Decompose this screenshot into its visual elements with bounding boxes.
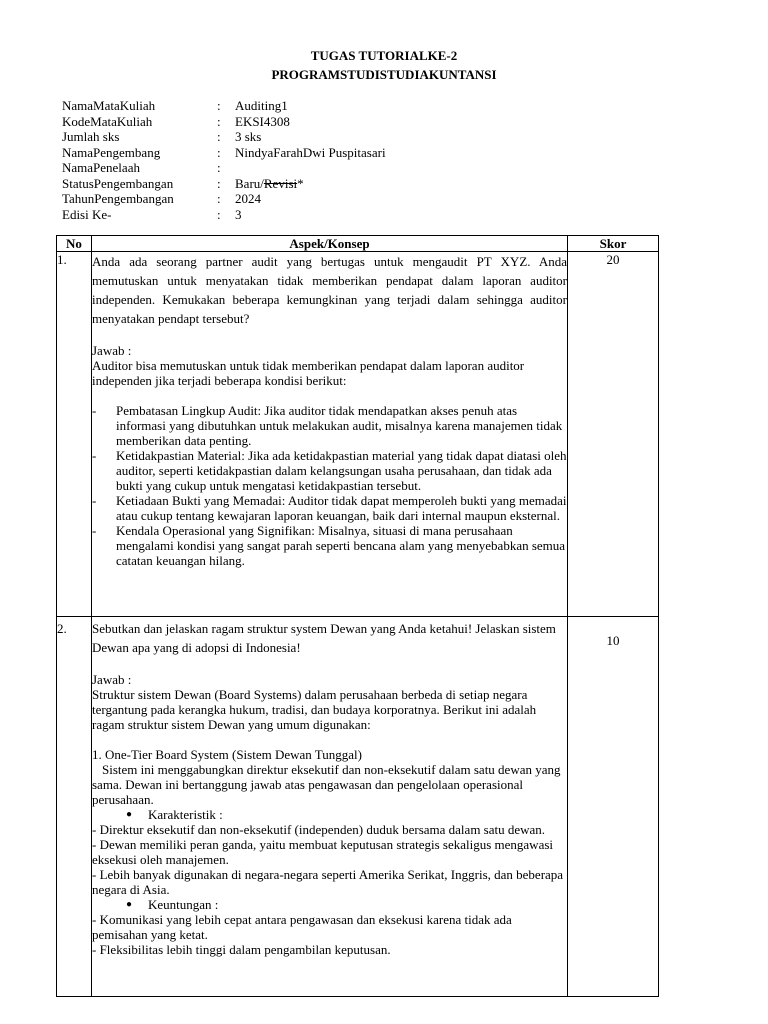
- table-row: [57, 617, 659, 997]
- meta-label: StatusPengembangan: [62, 175, 174, 191]
- meta-value: 3: [235, 206, 242, 222]
- meta-row-reviewer: [62, 160, 662, 176]
- answer-intro: Auditor bisa memutuskan untuk tidak memberikan pendapat dalam laporan auditor independen jika terjadi beberapa kondisi berikut:: [92, 358, 525, 388]
- document-subtitle: PROGRAMSTUDISTUDIAKUNTANSI: [271, 67, 497, 82]
- meta-label: TahunPengembangan: [62, 191, 174, 206]
- answer-label: Jawab :: [92, 343, 132, 358]
- list-item: - Direktur eksekutif dan non-eksekutif (independen) duduk bersama dalam satu dewan.: [92, 822, 546, 837]
- header-no: No: [57, 236, 92, 252]
- meta-label: Edisi Ke-: [62, 206, 112, 222]
- row-number: 1.: [57, 252, 92, 617]
- meta-row-developer: [62, 145, 662, 161]
- list-item: - Komunikasi yang lebih cepat antara pengawasan dan eksekusi karena tidak ada pemisahan yang ketat.: [92, 912, 512, 942]
- karakteristik-label: Karakteristik :: [148, 807, 223, 822]
- meta-row-course-code: [62, 114, 662, 130]
- meta-colon: :: [217, 113, 221, 129]
- bullet-icon: ●: [126, 809, 133, 820]
- list-item: [92, 807, 567, 822]
- assignment-table: [56, 235, 659, 997]
- row-content: [92, 252, 568, 617]
- status-asterisk: *: [297, 175, 304, 191]
- list-item: [92, 493, 567, 523]
- status-revision-struck: Revisi: [263, 175, 298, 191]
- meta-label: NamaPengembang: [62, 144, 161, 160]
- list-item-text: Ketidakpastian Material: Jika ada ketidakpastian material yang tidak dapat diatasi oleh auditor, seperti ketidakpastian dalam kelangsungan usaha perusahaan, dan tidak ada bukti yang cukup untuk mengatasi ketidakpastian tersebut.: [116, 448, 567, 493]
- list-item: [92, 448, 567, 493]
- dash-marker: -: [92, 493, 97, 508]
- list-item: [92, 523, 567, 568]
- row-number: 2.: [57, 617, 92, 997]
- meta-value: EKSI4308: [235, 113, 290, 129]
- list-item: - Fleksibilitas lebih tinggi dalam pengambilan keputusan.: [92, 942, 391, 957]
- dash-marker: -: [92, 403, 97, 418]
- section-title: 1. One-Tier Board System (Sistem Dewan Tunggal): [92, 747, 362, 762]
- status-new: Baru/: [235, 175, 264, 191]
- meta-colon: :: [217, 144, 221, 160]
- list-item: [92, 897, 567, 912]
- row-score: 10: [568, 617, 659, 997]
- answer-label: Jawab :: [92, 672, 132, 687]
- row-content: [92, 617, 568, 997]
- table-row: [57, 252, 659, 617]
- meta-row-course-name: [62, 98, 662, 114]
- meta-colon: :: [217, 98, 221, 113]
- meta-colon: :: [217, 129, 221, 144]
- meta-value: NindyaFarahDwi Puspitasari: [235, 144, 386, 160]
- course-info: [62, 98, 662, 222]
- meta-value: Auditing1: [235, 98, 288, 113]
- dash-marker: -: [92, 448, 97, 463]
- header-skor: Skor: [568, 236, 659, 252]
- meta-colon: :: [217, 160, 221, 175]
- answer-intro: Struktur sistem Dewan (Board Systems) dalam perusahaan berbeda di setiap negara tergantung pada kerangka hukum, tradisi, dan budaya korporatnya. Berikut ini adalah ragam struktur sistem Dewan yang umum digunakan:: [92, 687, 537, 732]
- bullet-icon: ●: [126, 899, 133, 910]
- meta-colon: :: [217, 191, 221, 206]
- meta-colon: :: [217, 175, 221, 191]
- meta-label: NamaMataKuliah: [62, 98, 156, 113]
- header-aspek: Aspek/Konsep: [92, 236, 568, 252]
- list-item-text: Ketiadaan Bukti yang Memadai: Auditor tidak dapat memperoleh bukti yang memadai atau cukup tentang kewajaran laporan keuangan, baik dari internal maupun eksternal.: [116, 493, 567, 523]
- meta-value: 3 sks: [235, 129, 262, 144]
- list-item: [92, 403, 567, 448]
- question-text: Sebutkan dan jelaskan ragam struktur system Dewan yang Anda ketahui! Jelaskan sistem Dewan apa yang di adopsi di Indonesia!: [92, 621, 556, 655]
- meta-row-year: [62, 191, 662, 207]
- document-title: TUGAS TUTORIALKE-2: [310, 48, 458, 63]
- meta-label: KodeMataKuliah: [62, 113, 153, 129]
- meta-value: 2024: [235, 191, 261, 206]
- meta-value: [235, 176, 304, 192]
- list-item: - Lebih banyak digunakan di negara-negara seperti Amerika Serikat, Inggris, dan beberapa negara di Asia.: [92, 867, 564, 897]
- meta-row-edition: [62, 207, 662, 223]
- keuntungan-label: Keuntungan :: [148, 897, 219, 912]
- meta-colon: :: [217, 206, 221, 222]
- meta-label: Jumlah sks: [62, 129, 120, 144]
- list-item-text: Pembatasan Lingkup Audit: Jika auditor tidak mendapatkan akses penuh atas informasi yang dibutuhkan untuk melakukan audit, misalnya karena manajemen tidak memberikan data penting.: [116, 403, 563, 448]
- meta-label: NamaPenelaah: [62, 160, 140, 175]
- meta-row-credits: [62, 129, 662, 145]
- section-description: Sistem ini menggabungkan direktur eksekutif dan non-eksekutif dalam satu dewan yang sama. Dewan ini bertanggung jawab atas pengawasan dan pengelolaan operasional perusahaan.: [92, 762, 561, 807]
- list-item: - Dewan memiliki peran ganda, yaitu membuat keputusan strategis sekaligus mengawasi eksekusi oleh manajemen.: [92, 837, 554, 867]
- dash-marker: -: [92, 523, 97, 538]
- document-header: [0, 46, 768, 84]
- row-score: 20: [568, 252, 659, 617]
- table-header-row: [57, 236, 659, 252]
- question-text: Anda ada seorang partner audit yang bertugas untuk mengaudit PT XYZ. Anda memutuskan untuk menyatakan tidak memberikan pendapat dalam laporan auditor independen. Kemukakan beberapa kemungkinan yang terjadi dalam sehingga auditor menyatakan pendapt tersebut?: [92, 254, 567, 326]
- meta-row-status: [62, 176, 662, 192]
- list-item-text: Kendala Operasional yang Signifikan: Misalnya, situasi di mana perusahaan mengalami kondisi yang sangat parah seperti bencana alam yang menyebabkan semua catatan keuangan hilang.: [116, 523, 566, 568]
